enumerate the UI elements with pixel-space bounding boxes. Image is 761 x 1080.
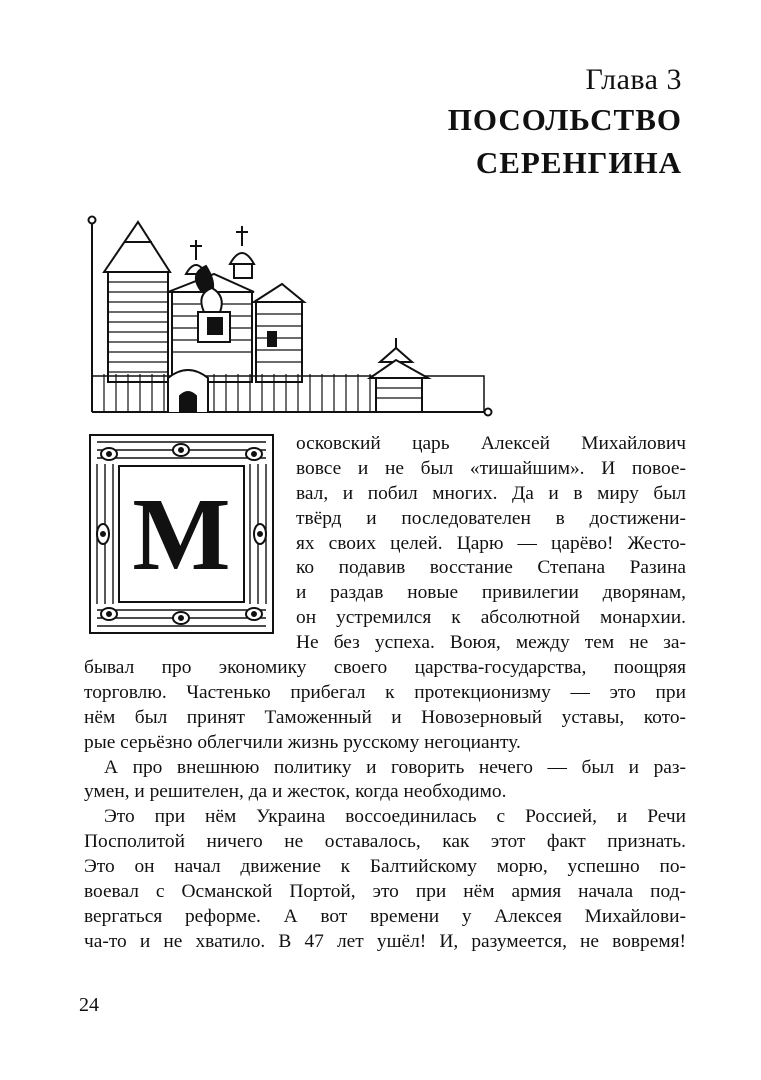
chapter-title-line-2: СЕРЕНГИНА [475, 145, 682, 180]
text-line: вовсе и не был «тишайшим». И повое- [296, 457, 686, 479]
chapter-number: Глава 3 [585, 63, 682, 96]
text-line: воевал с Османской Портой, это при нём армия начала под- [84, 881, 686, 903]
paragraph-wrap [296, 432, 686, 656]
text-line: ях своих целей. Царю — царёво! Жесто- [296, 532, 686, 554]
text-line: рые серьёзно облегчили жизнь русскому негоцианту. [84, 731, 521, 753]
wooden-church-illustration [84, 212, 496, 427]
ornament-frame-icon [89, 434, 274, 634]
paragraph-full [84, 656, 686, 955]
text-line: осковский царь Алексей Михайлович [296, 433, 686, 454]
text-line: Посполитой ничего не оставалось, как этот факт признать. [84, 831, 686, 853]
dropcap-letter: М [132, 477, 231, 592]
text-line: торговлю. Частенько прибегал к протекционизму — это при [84, 681, 686, 703]
chapter-title-line-1: ПОСОЛЬСТВО [447, 102, 682, 137]
text-line: ча-то и не хватило. В 47 лет ушёл! И, разумеется, не вовремя! [84, 930, 686, 952]
dropcap-frame [89, 434, 274, 634]
text-line: Это при нём Украина воссоединилась с Россией, и Речи [104, 806, 686, 828]
text-line: нём был принят Таможенный и Новозерновый уставы, кото- [84, 706, 686, 728]
text-line: Не без успеха. Воюя, между тем не за- [296, 632, 686, 654]
text-line: и раздав новые привилегии дворянам, [296, 582, 686, 604]
chapter-heading [448, 62, 682, 184]
text-line: ко подавив восстание Степана Разина [296, 557, 686, 579]
text-line: Это он начал движение к Балтийскому морю, успешно по- [84, 856, 686, 878]
text-line: бывал про экономику своего царства-государства, поощряя [84, 657, 686, 678]
text-line: вал, и побил многих. Да и в миру был [296, 482, 686, 504]
text-line: А про внешнюю политику и говорить нечего — был и раз- [104, 756, 686, 778]
text-line: умен, и решителен, да и жесток, когда необходимо. [84, 781, 507, 803]
page-number: 24 [79, 994, 99, 1016]
text-line: твёрд и последователен в достижени- [296, 507, 686, 529]
text-line: вергаться реформе. А вот времени у Алексея Михайлови- [84, 905, 686, 927]
text-line: он устремился к абсолютной монархии. [296, 607, 686, 629]
